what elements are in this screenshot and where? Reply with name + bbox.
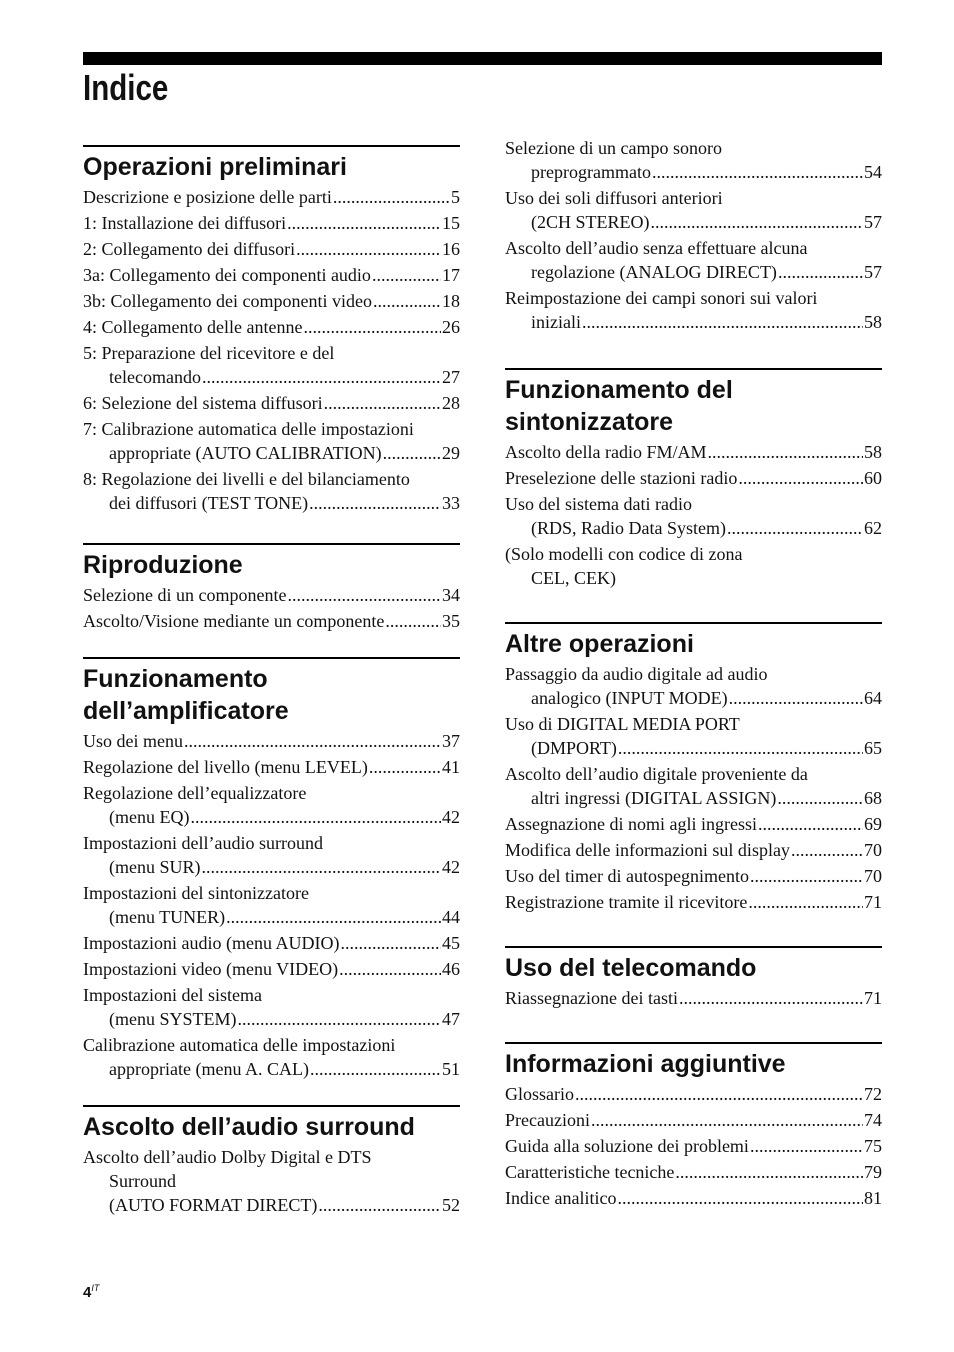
toc-entry-line [505,762,882,786]
toc-entry-line [83,881,460,905]
toc-entry-text: Regolazione del livello (menu LEVEL) [83,757,368,777]
toc-entry-text: 4: Collegamento delle antenne [83,317,303,337]
toc-page-number: 51 [442,1059,460,1079]
toc-entry-line [505,210,882,234]
dot-leader [226,905,441,929]
toc-entry[interactable] [83,211,460,235]
toc-entry-line [505,136,882,160]
toc-entry-line [505,890,882,914]
toc-entry[interactable] [83,341,460,389]
toc-page-number: 47 [442,1009,460,1029]
toc-section [505,368,882,590]
toc-entry-text: appropriate (AUTO CALIBRATION) [109,443,382,463]
toc-entry[interactable] [505,1160,882,1184]
dot-leader [310,1057,441,1081]
toc-page-number: 16 [442,239,460,259]
toc-entry-text: Guida alla soluzione dei problemi [505,1136,749,1156]
toc-entry-text: Ascolto dell’audio Dolby Digital e DTS [83,1147,372,1167]
toc-entry[interactable] [83,931,460,955]
toc-entry-line [505,1082,882,1106]
dot-leader [575,1082,863,1106]
toc-entry-text: Modifica delle informazioni sul display [505,840,790,860]
dot-leader [238,1007,442,1031]
toc-entry-text: Ascolto della radio FM/AM [505,442,707,462]
toc-entry[interactable] [83,583,460,607]
toc-entry-line [505,516,882,540]
toc-entry[interactable] [83,781,460,829]
toc-entry[interactable] [505,492,882,540]
section-heading-line: Uso del telecomando [505,954,757,982]
toc-page-number: 70 [864,866,882,886]
toc-page-number: 71 [864,892,882,912]
dot-leader [372,263,441,287]
section-heading [83,151,460,183]
toc-entry-text: preprogrammato [531,162,651,182]
dot-leader [738,466,863,490]
toc-entry[interactable] [83,417,460,465]
toc-entry-line [505,310,882,334]
toc-entry[interactable] [505,1108,882,1132]
toc-entry[interactable] [505,136,882,184]
toc-entry-text: Riassegnazione dei tasti [505,988,678,1008]
toc-entry[interactable] [83,983,460,1031]
toc-page-number: 72 [864,1084,882,1104]
dot-leader [707,440,863,464]
dot-leader [777,786,863,810]
section-heading [83,1111,460,1143]
toc-entry-line [83,341,460,365]
toc-entry-line [83,583,460,607]
toc-entry-text: Passaggio da audio digitale ad audio [505,664,768,684]
dot-leader [383,441,441,465]
toc-entry-line [83,1033,460,1057]
toc-entry-text: Uso dei menu [83,731,183,751]
toc-page-number: 64 [864,688,882,708]
toc-entry-text: 3a: Collegamento dei componenti audio [83,265,371,285]
toc-page-number: 74 [864,1110,882,1130]
toc-entry[interactable] [505,1082,882,1106]
section-heading [83,663,460,727]
toc-entry-line [505,440,882,464]
toc-page-number: 58 [864,312,882,332]
toc-entry-text: Uso dei soli diffusori anteriori [505,188,723,208]
section-heading-line: dell’amplificatore [83,697,289,725]
section-heading-line: Riproduzione [83,551,243,579]
toc-entry[interactable] [505,236,882,284]
toc-entry[interactable] [505,186,882,234]
dot-leader [652,160,863,184]
toc-page-number: 27 [442,367,460,387]
section-heading-line: Funzionamento del [505,376,733,404]
toc-section [83,543,460,633]
toc-page-number: 81 [864,1188,882,1208]
toc-page-number: 5 [451,187,460,207]
dot-leader [748,890,863,914]
toc-entry-text: Surround [109,1171,176,1191]
toc-entry[interactable] [505,662,882,710]
toc-page-number: 60 [864,468,882,488]
toc-page-number: 79 [864,1162,882,1182]
toc-entry[interactable] [505,864,882,888]
toc-entry-line [83,855,460,879]
toc-entry-text: Ascolto/Visione mediante un componente [83,611,385,631]
toc-entry-line [83,365,460,389]
toc-page-number: 29 [442,443,460,463]
dot-leader [309,491,441,515]
toc-entry-line [505,1134,882,1158]
toc-entry-text: Selezione di un componente [83,585,287,605]
toc-entry-text: CEL, CEK) [531,568,616,588]
toc-entry-text: Reimpostazione dei campi sonori sui valori [505,288,818,308]
dot-leader [675,1160,863,1184]
toc-entry-line [505,566,882,590]
toc-entry-line [505,662,882,686]
toc-entry-text: Impostazioni del sintonizzatore [83,883,309,903]
toc-entry-line [83,905,460,929]
toc-entry-text: (Solo modelli con codice di zona [505,544,743,564]
toc-entry-text: Ascolto dell’audio senza effettuare alcuna [505,238,808,258]
toc-page-number: 71 [864,988,882,1008]
toc-entry[interactable] [83,831,460,879]
toc-section [83,657,460,1081]
toc-entry-text: Indice analitico [505,1188,617,1208]
toc-entry-line [83,467,460,491]
toc-section [83,1105,460,1217]
toc-entry-text: 8: Regolazione dei livelli e del bilanciamento [83,469,410,489]
dot-leader [303,315,441,339]
page-number: $4^{IT}$ [83,1283,100,1301]
toc-entry-text: Preselezione delle stazioni radio [505,468,738,488]
toc-section [505,622,882,914]
toc-entry[interactable] [83,729,460,753]
section-heading-line: Funzionamento [83,665,268,693]
section-heading-line: Operazioni preliminari [83,153,347,181]
dot-leader [373,289,441,313]
dot-leader [202,855,442,879]
dot-leader [617,1186,863,1210]
toc-entry-line [505,986,882,1010]
toc-page-number: 75 [864,1136,882,1156]
toc-entry-text: analogico (INPUT MODE) [531,688,728,708]
dot-leader [729,686,863,710]
toc-section [83,145,460,515]
top-rule [83,52,882,65]
toc-entry[interactable] [505,812,882,836]
toc-entry-line [505,838,882,862]
toc-entry-text: telecomando [109,367,201,387]
toc-entry-text: (RDS, Radio Data System) [531,518,726,538]
toc-entry-line [83,781,460,805]
dot-leader [318,1193,441,1217]
toc-entry-text: 7: Calibrazione automatica delle impostazioni [83,419,414,439]
toc-page-number: 52 [442,1195,460,1215]
toc-page-number: 62 [864,518,882,538]
toc-entry-text: Glossario [505,1084,574,1104]
dot-leader [651,210,864,234]
toc-page-number: 46 [442,959,460,979]
toc-entry[interactable] [83,263,460,287]
toc-page-number: 15 [442,213,460,233]
toc-entry-line [83,609,460,633]
toc-page-number: 26 [442,317,460,337]
toc-entry[interactable] [505,762,882,810]
toc-entry[interactable] [505,986,882,1010]
toc-entry[interactable] [83,467,460,515]
section-heading-line: sintonizzatore [505,408,674,436]
toc-entry[interactable] [505,1134,882,1158]
dot-leader [369,755,441,779]
toc-page-number: 54 [864,162,882,182]
section-heading [83,549,460,581]
toc-entry-line [83,441,460,465]
toc-entry-line [505,466,882,490]
section-heading-line: Altre operazioni [505,630,694,658]
section-heading [505,1048,882,1080]
toc-entry-line [83,211,460,235]
dot-leader [296,237,441,261]
toc-entry-text: Uso del timer di autospegnimento [505,866,749,886]
toc-entry-text: Impostazioni dell’audio surround [83,833,323,853]
toc-left-column [83,145,460,1219]
toc-entry-line [83,983,460,1007]
toc-entry-line [83,755,460,779]
toc-entry-line [505,786,882,810]
toc-entry[interactable] [83,881,460,929]
dot-leader [750,864,863,888]
dot-leader [618,736,863,760]
toc-page-number: 41 [442,757,460,777]
dot-leader [679,986,863,1010]
toc-entry-text: (AUTO FORMAT DIRECT) [109,1195,318,1215]
toc-entry-line [505,492,882,516]
toc-entry-line [505,864,882,888]
toc-entry-text: Caratteristiche tecniche [505,1162,675,1182]
section-heading-line: Ascolto dell’audio surround [83,1113,415,1141]
dot-leader [778,260,863,284]
toc-entry-line [83,729,460,753]
section-heading [505,374,882,438]
toc-entry-line [83,805,460,829]
toc-section [505,134,882,334]
toc-entry-line [505,286,882,310]
toc-entry-text: Impostazioni audio (menu AUDIO) [83,933,340,953]
toc-entry[interactable] [505,440,882,464]
toc-page-number: 65 [864,738,882,758]
toc-entry-text: 1: Installazione dei diffusori [83,213,287,233]
dot-leader [750,1134,863,1158]
dot-leader [324,391,441,415]
toc-entry-text: regolazione (ANALOG DIRECT) [531,262,777,282]
dot-leader [202,365,441,389]
dot-leader [758,812,863,836]
toc-entry[interactable] [505,838,882,862]
toc-entry-text: (menu SYSTEM) [109,1009,237,1029]
toc-entry-line [505,1108,882,1132]
toc-entry-line [83,315,460,339]
toc-entry-text: Impostazioni video (menu VIDEO) [83,959,339,979]
toc-entry[interactable] [83,1033,460,1081]
toc-entry-text: Registrazione tramite il ricevitore [505,892,748,912]
toc-entry-text: (menu SUR) [109,857,201,877]
toc-entry-text: (menu EQ) [109,807,190,827]
toc-entry-line [83,957,460,981]
toc-entry-line [83,1169,460,1193]
toc-page-number: 37 [442,731,460,751]
section-heading [505,628,882,660]
toc-entry-line [83,1057,460,1081]
dot-leader [287,211,441,235]
toc-entry-line [505,812,882,836]
toc-page-number: 17 [442,265,460,285]
toc-entry-line [505,186,882,210]
toc-entry-line [505,1160,882,1184]
toc-entry-text: Precauzioni [505,1110,590,1130]
toc-entry[interactable] [83,391,460,415]
toc-entry-text: dei diffusori (TEST TONE) [109,493,309,513]
toc-entry[interactable] [83,609,460,633]
toc-entry-line [83,263,460,287]
page-title: Indice [83,67,169,108]
toc-entry-line [83,289,460,313]
toc-page-number: 42 [442,807,460,827]
dot-leader [791,838,863,862]
toc-entry-line [505,236,882,260]
toc-entry-line [83,1007,460,1031]
toc-page-number: 69 [864,814,882,834]
toc-section [505,1042,882,1210]
dot-leader [339,957,441,981]
toc-entry[interactable] [83,237,460,261]
dot-leader [385,609,441,633]
toc-entry-text: 6: Selezione del sistema diffusori [83,393,323,413]
toc-entry-text: iniziali [531,312,581,332]
toc-entry[interactable] [83,957,460,981]
toc-entry-text: Uso di DIGITAL MEDIA PORT [505,714,740,734]
toc-right-column [505,134,882,1212]
toc-entry[interactable] [83,185,460,209]
toc-section [505,946,882,1010]
toc-page-number: 42 [442,857,460,877]
toc-entry[interactable] [505,542,882,590]
toc-page-number: 44 [442,907,460,927]
toc-entry-line [83,237,460,261]
toc-entry-text: Uso del sistema dati radio [505,494,692,514]
toc-entry-text: 3b: Collegamento dei componenti video [83,291,372,311]
toc-entry-line [83,185,460,209]
toc-entry[interactable] [505,1186,882,1210]
toc-entry-line [83,931,460,955]
toc-page-number: 35 [442,611,460,631]
dot-leader [333,185,450,209]
toc-entry[interactable] [505,466,882,490]
toc-page-number: 34 [442,585,460,605]
toc-entry[interactable] [505,286,882,334]
toc-entry-line [83,391,460,415]
toc-page-number: 45 [442,933,460,953]
toc-entry-text: Descrizione e posizione delle parti [83,187,332,207]
toc-entry-text: Calibrazione automatica delle impostazioni [83,1035,396,1055]
toc-entry-text: Impostazioni del sistema [83,985,262,1005]
toc-entry-line [505,686,882,710]
toc-entry-line [83,1145,460,1169]
dot-leader [184,729,441,753]
toc-entry-text: (menu TUNER) [109,907,226,927]
toc-entry-line [505,1186,882,1210]
toc-entry-line [505,712,882,736]
toc-entry-text: 5: Preparazione del ricevitore e del [83,343,335,363]
toc-entry[interactable] [505,890,882,914]
toc-entry[interactable] [83,315,460,339]
toc-entry-text: Regolazione dell’equalizzatore [83,783,307,803]
toc-entry-line [505,542,882,566]
toc-page-number: 68 [864,788,882,808]
dot-leader [340,931,441,955]
dot-leader [727,516,863,540]
toc-entry-text: altri ingressi (DIGITAL ASSIGN) [531,788,777,808]
toc-entry[interactable] [505,712,882,760]
dot-leader [287,583,441,607]
toc-page-number: 28 [442,393,460,413]
toc-entry-text: 2: Collegamento dei diffusori [83,239,296,259]
dot-leader [591,1108,863,1132]
toc-entry-line [83,491,460,515]
section-heading-line: Informazioni aggiuntive [505,1050,786,1078]
toc-page-number: 57 [864,212,882,232]
section-heading [505,952,882,984]
toc-entry-text: appropriate (menu A. CAL) [109,1059,309,1079]
toc-page-number: 70 [864,840,882,860]
toc-entry-line [505,260,882,284]
toc-entry-text: Assegnazione di nomi agli ingressi [505,814,757,834]
toc-entry[interactable] [83,755,460,779]
toc-entry-text: (DMPORT) [531,738,617,758]
toc-entry[interactable] [83,1145,460,1217]
toc-entry-line [505,160,882,184]
toc-page-number: 33 [442,493,460,513]
toc-entry[interactable] [83,289,460,313]
dot-leader [582,310,863,334]
toc-entry-line [83,417,460,441]
toc-entry-line [505,736,882,760]
toc-page-number: 58 [864,442,882,462]
toc-entry-line [83,1193,460,1217]
dot-leader [190,805,441,829]
toc-entry-text: Ascolto dell’audio digitale proveniente da [505,764,808,784]
toc-page-number: 57 [864,262,882,282]
toc-page-number: 18 [442,291,460,311]
toc-entry-text: (2CH STEREO) [531,212,650,232]
toc-entry-line [83,831,460,855]
toc-entry-text: Selezione di un campo sonoro [505,138,722,158]
